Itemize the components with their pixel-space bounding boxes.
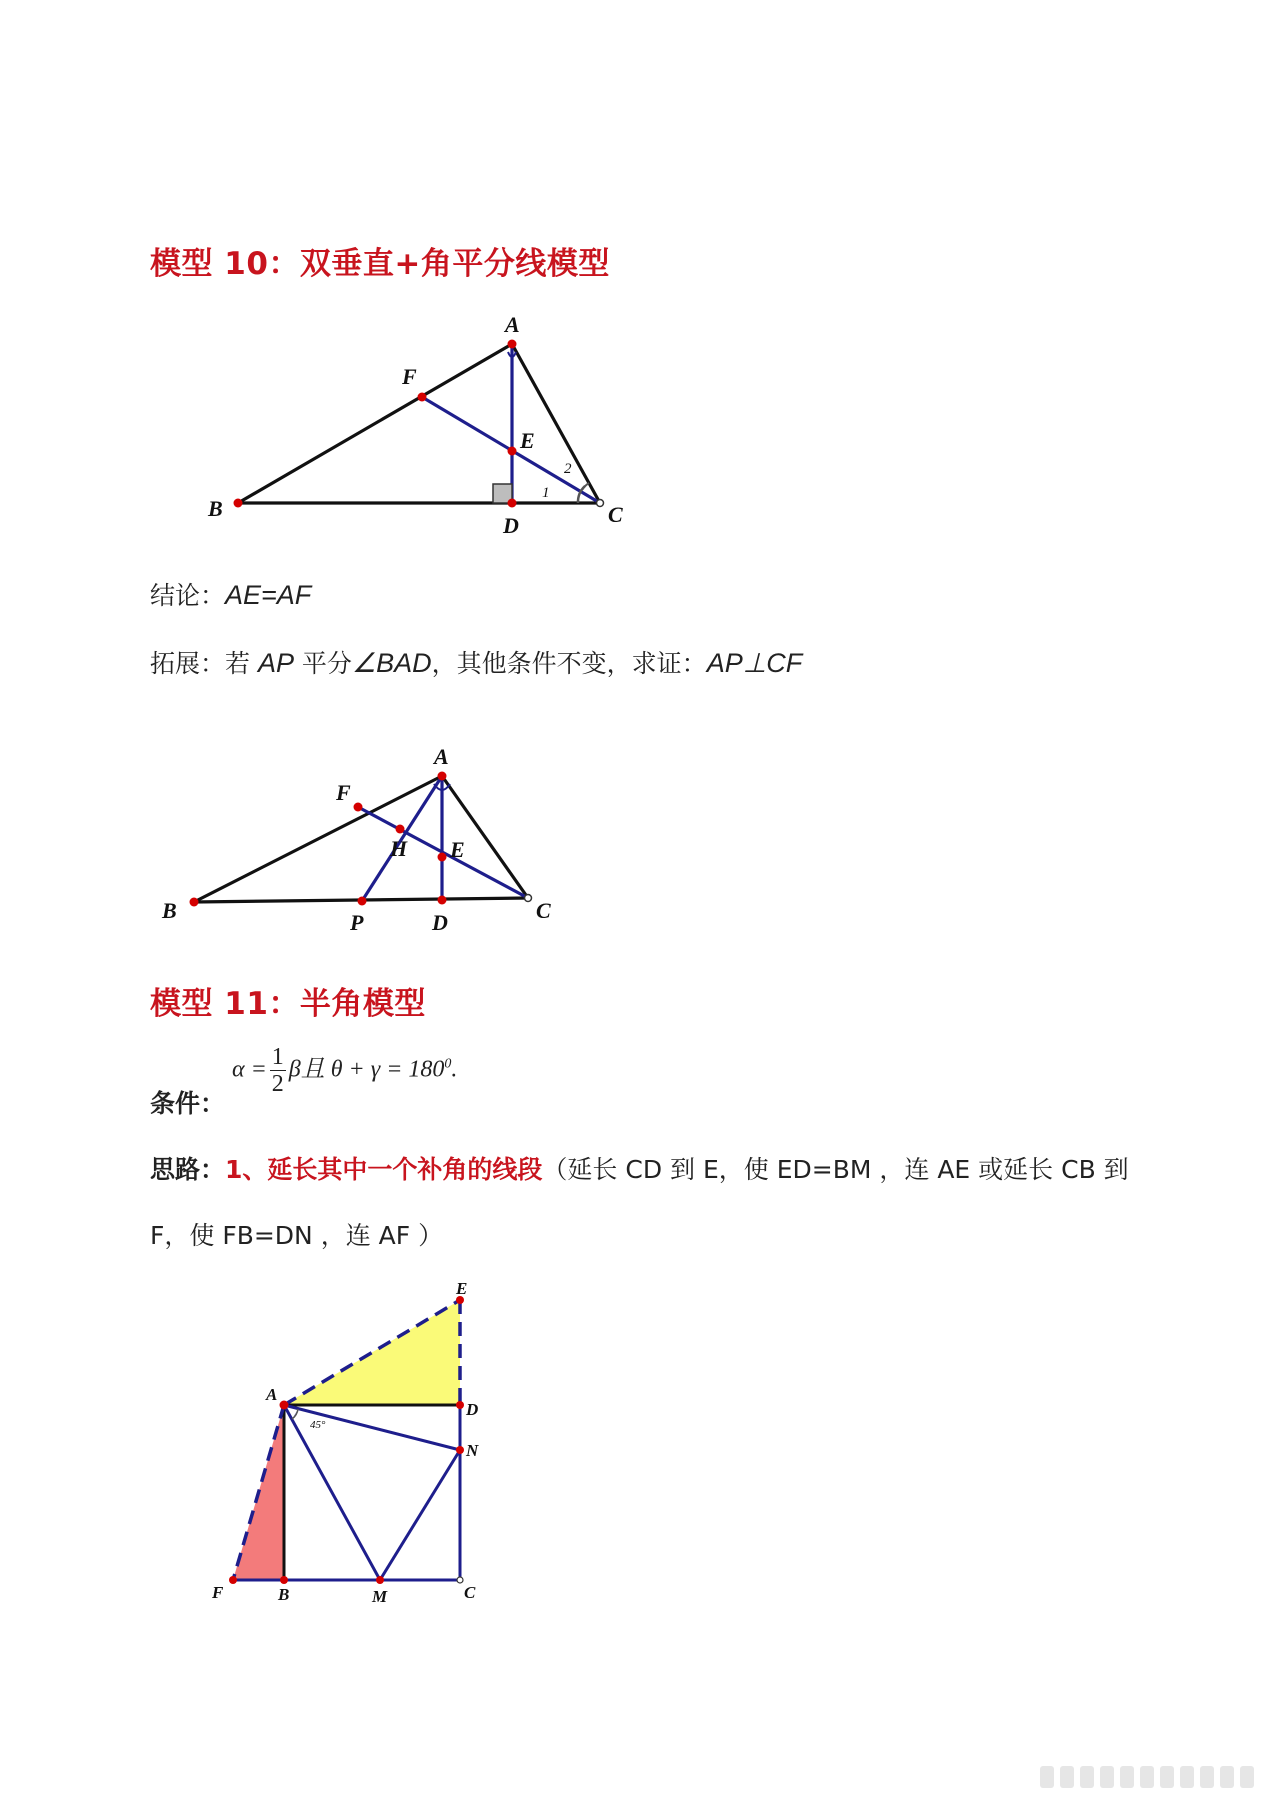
extension-tail: ，其他条件不变，求证：: [431, 649, 707, 678]
label-m: M: [372, 1587, 388, 1606]
formula-den: 2: [271, 1071, 284, 1098]
formula-end: .: [451, 1056, 458, 1083]
condition-label: 条件：: [150, 1089, 226, 1118]
formula-alpha: α =: [232, 1056, 267, 1083]
model11-heading: 模型 11：半角模型: [150, 986, 426, 1022]
label-e: E: [520, 428, 535, 453]
extension-math-perp: AP⊥CF: [706, 648, 803, 678]
point-b-2: [190, 898, 199, 907]
point-n: [456, 1446, 464, 1454]
label-d-2: D: [432, 910, 448, 935]
conclusion-label: 结论：: [150, 581, 226, 610]
idea-step: 1、延长其中一个补角的线段: [225, 1155, 543, 1184]
label-f-3: F: [212, 1583, 224, 1602]
point-d: [508, 499, 517, 508]
point-a-2: [438, 772, 447, 781]
label-45-deg: 45°: [310, 1419, 326, 1431]
segment-am: [284, 1405, 380, 1580]
label-f-2: F: [336, 780, 351, 805]
point-h: [396, 825, 405, 834]
formula-rest: β且 θ + γ = 180: [288, 1056, 445, 1083]
point-f-3: [229, 1576, 237, 1584]
point-d-2: [438, 896, 447, 905]
point-b-3: [280, 1576, 288, 1584]
idea-line-1: [150, 1150, 1129, 1186]
point-a: [508, 340, 517, 349]
label-c: C: [608, 502, 623, 527]
figure-extension: [150, 720, 570, 940]
angle-mark-45: [292, 1409, 298, 1419]
label-c-2: C: [536, 898, 551, 923]
point-m: [376, 1576, 384, 1584]
model10-heading: 模型 10：双垂直+角平分线模型: [150, 246, 610, 282]
extension-label: 拓展：若: [150, 649, 258, 678]
label-e-2: E: [450, 837, 465, 862]
idea-paren-2: F，使 FB=DN ，连 AF ）: [150, 1221, 444, 1250]
label-n: N: [466, 1441, 479, 1460]
extension-math-angle: ∠BAD: [351, 648, 432, 678]
figure-half-angle: [200, 1280, 500, 1610]
formula-sup: 0: [444, 1056, 452, 1072]
extension-mid: 平分: [293, 649, 352, 678]
extension-line: [150, 644, 802, 680]
side-ac: [512, 344, 600, 503]
conclusion-line: [150, 576, 311, 612]
point-b: [234, 499, 243, 508]
label-b-3: B: [278, 1585, 290, 1604]
point-a-3: [280, 1401, 289, 1410]
point-p: [358, 897, 367, 906]
idea-label: 思路：: [150, 1155, 226, 1184]
label-h: H: [390, 836, 408, 861]
point-e-2: [438, 853, 447, 862]
point-e: [508, 447, 517, 456]
point-f: [418, 393, 427, 402]
conclusion-math: AE=AF: [225, 580, 312, 610]
point-c: [597, 500, 604, 507]
point-c-2: [525, 895, 532, 902]
formula-fraction: [270, 1044, 286, 1098]
idea-line-2: [150, 1216, 443, 1252]
point-f-2: [354, 803, 363, 812]
point-d-3: [456, 1401, 464, 1409]
label-a: A: [505, 312, 520, 337]
formula-num: 1: [271, 1044, 284, 1070]
watermark-decoration: [1040, 1766, 1254, 1788]
side-ba: [238, 344, 512, 503]
label-angle-1: 1: [542, 485, 550, 501]
label-b-2: B: [162, 898, 177, 923]
label-d: D: [503, 513, 519, 538]
label-e-3: E: [456, 1280, 468, 1298]
label-p: P: [350, 910, 364, 935]
point-c-3: [457, 1577, 463, 1583]
segment-mn: [380, 1450, 460, 1580]
condition-formula: [232, 1044, 457, 1098]
extension-math-ap: AP: [257, 648, 294, 678]
label-b: B: [208, 496, 223, 521]
label-a-3: A: [266, 1385, 278, 1404]
label-d-3: D: [466, 1400, 479, 1419]
label-f: F: [402, 364, 417, 389]
label-angle-2: 2: [564, 461, 572, 477]
label-c-3: C: [464, 1583, 476, 1602]
idea-paren-1: （延长 CD 到 E，使 ED=BM ，连 AE 或延长 CB 到: [542, 1155, 1129, 1184]
label-a-2: A: [434, 744, 449, 769]
figure-double-perpendicular: [190, 300, 650, 540]
